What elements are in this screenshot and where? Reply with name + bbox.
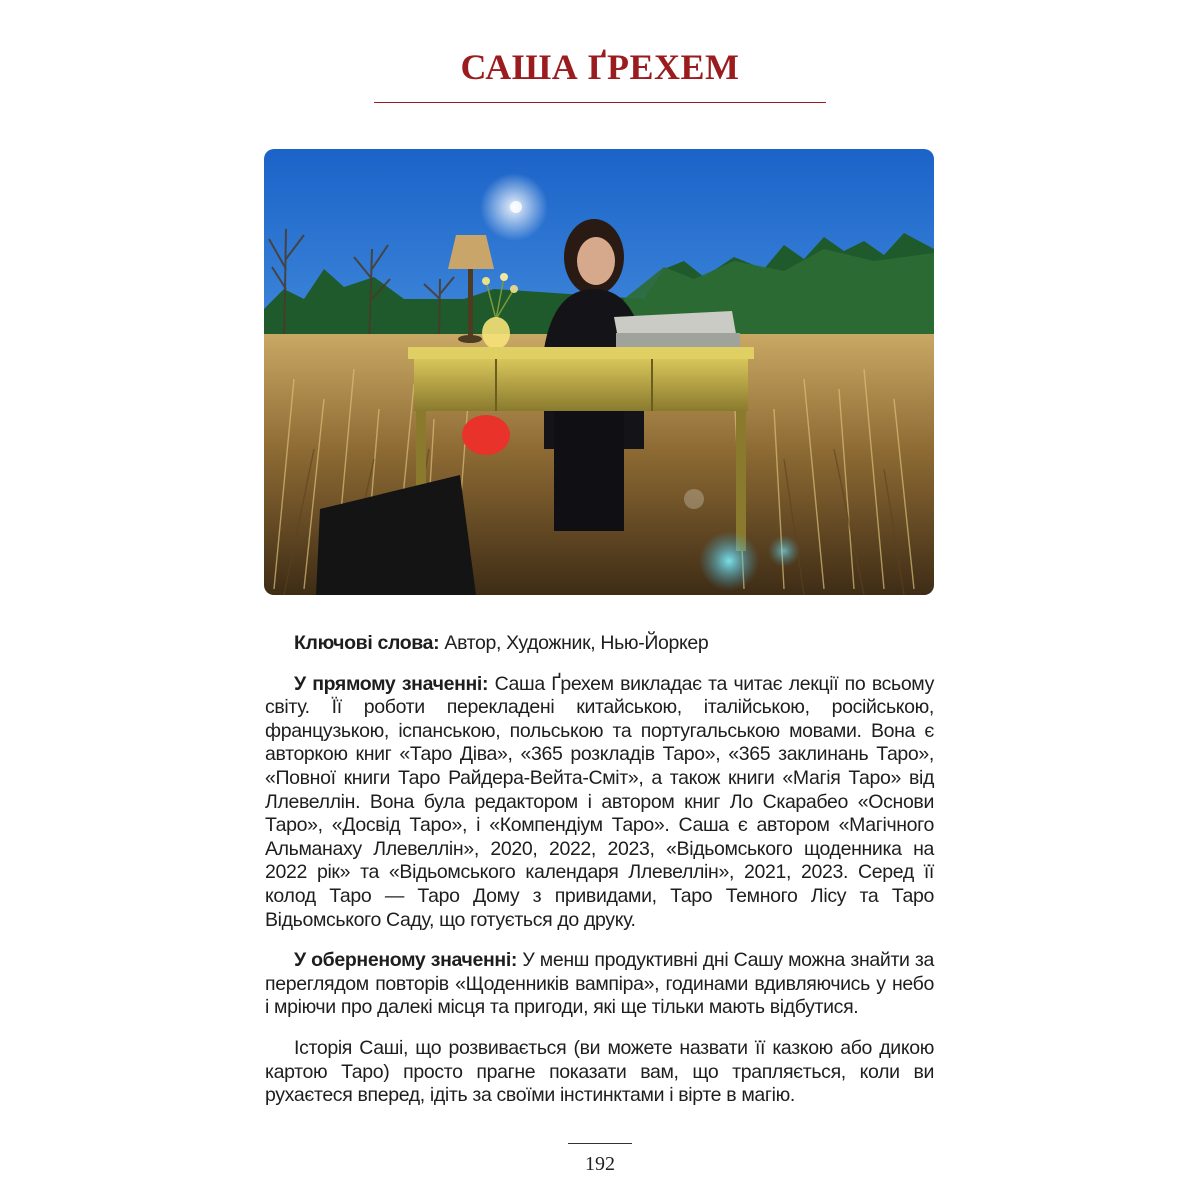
keywords-paragraph: Ключові слова: Автор, Художник, Нью-Йоркер	[294, 632, 709, 654]
page-number: 192	[585, 1153, 615, 1175]
page-title: САША ҐРЕХЕМ	[460, 47, 740, 87]
closing-paragraph: Історія Саші, що розвивається (ви можете назвати її казкою або дикою картою Таро) просто прагне показати вам, що трапляється, коли ви рухаєтеся вперед, ідіть за своїми інстинктами і вірте в магію.	[265, 1036, 934, 1107]
article-body	[265, 632, 934, 1125]
upright-label: У прямому значенні	[294, 672, 482, 695]
title-underline	[374, 102, 826, 103]
author-photo	[264, 149, 934, 595]
keywords-text: Автор, Художник, Нью-Йоркер	[444, 632, 709, 654]
reversed-label: У оберненому значенні	[294, 949, 511, 972]
upright-text: Саша Ґрехем викладає та читає лекції по всьому світу. Її роботи перекладені китайською, італійською, російською, французькою, іспанською, польською та португальською мовами. Вона є авторкою книг «Таро Діва», «365 розкладів Таро», «365 заклинань Таро», «Повної книги Таро Райдера-Вейта-Сміт», а також книги «Магія Таро» від Ллевеллін. Вона була редактором і автором книг Ло Скарабео «Основи Таро», «Досвід Таро», і «Компендіум Таро». Саша є автором «Магічного Альманаху Ллевеллін», 2020, 2022, 2023, «Відьомського щоденника на 2022 рік» та «Відьомського календаря Ллевеллін», 2021, 2023. Серед її колод Таро — Таро Дому з привидами, Таро Темного Лісу та Таро Відьомського Саду, що готується до друку.	[265, 672, 934, 931]
reversed-paragraph: У оберненому значенні: У менш продуктивні дні Сашу можна знайти за переглядом повторів «Щоденників вампіра», годинами вдивляючись у небо і мріючи про далекі місця та пригоди, які ще тільки мають відбутися.	[265, 949, 934, 1019]
reversed-text: У менш продуктивні дні Сашу можна знайти за переглядом повторів «Щоденників вампіра», годинами вдивляючись у небо і мріючи про далекі місця та пригоди, які ще тільки мають відбутися.	[265, 949, 934, 1019]
upright-paragraph: У прямому значенні: Саша Ґрехем викладає та читає лекції по всьому світу. Її роботи перекладені китайською, італійською, російською, французькою, іспанською, польською та португальською мовами. Вона є авторкою книг «Таро Діва», «365 розкладів Таро», «365 заклинань Таро», «Повної книги Таро Райдера-Вейта-Сміт», а також книги «Магія Таро» від Ллевеллін. Вона була редактором і автором книг Ло Скарабео «Основи Таро», «Досвід Таро», і «Компендіум Таро». Саша є автором «Магічного Альманаху Ллевеллін», 2020, 2022, 2023, «Відьомського щоденника на 2022 рік» та «Відьомського календаря Ллевеллін», 2021, 2023. Серед її колод Таро — Таро Дому з привидами, Таро Темного Лісу та Таро Відьомського Саду, що готується до друку.	[265, 672, 934, 931]
footer-rule	[568, 1143, 632, 1144]
keywords-label: Ключові слова	[294, 632, 434, 654]
